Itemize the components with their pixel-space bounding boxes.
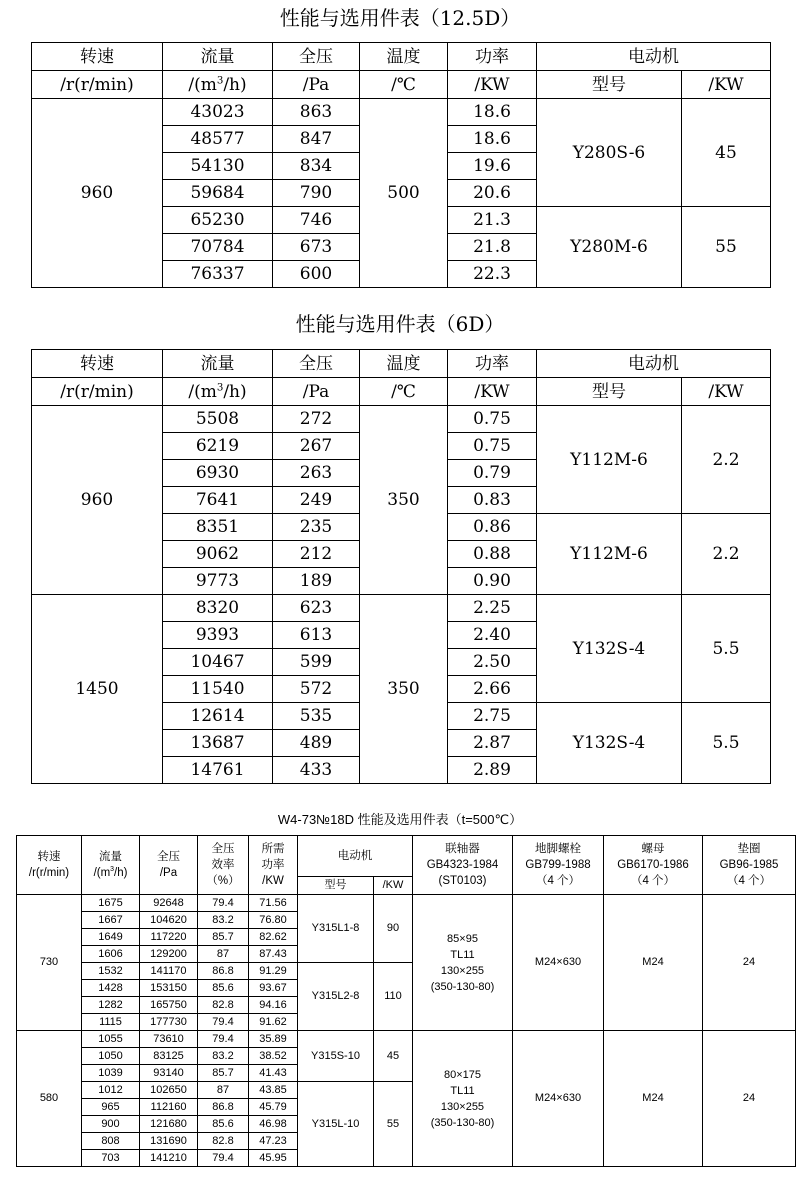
t3-rpm: 1050 xyxy=(82,1048,140,1065)
t3-power: 82.62 xyxy=(249,929,298,946)
t1-speed-header: 转速 xyxy=(32,43,163,71)
t2-power: 2.40 xyxy=(448,622,537,649)
t3-eff: 85.7 xyxy=(198,1065,249,1082)
t2-speed: 1450 xyxy=(32,595,163,784)
t2-motor-header: 电动机 xyxy=(537,350,771,378)
t3-rpm: 1039 xyxy=(82,1065,140,1082)
t3-motor-kw: 90 xyxy=(374,895,413,963)
t3-washer: 24 xyxy=(703,895,796,1031)
t3-rpm: 1606 xyxy=(82,946,140,963)
t2-pressure: 212 xyxy=(273,541,360,568)
t3-flow: 177730 xyxy=(140,1014,198,1031)
t2-power-unit: /KW xyxy=(448,378,537,406)
t1-flow: 48577 xyxy=(163,126,273,153)
t1-flow: 70784 xyxy=(163,234,273,261)
t1-model-header: 型号 xyxy=(537,71,682,99)
t3-motor-kw: 45 xyxy=(374,1031,413,1082)
t3-flow: 129200 xyxy=(140,946,198,963)
t2-motor-kw: 2.2 xyxy=(682,406,771,514)
t3-flow: 104620 xyxy=(140,912,198,929)
t3-motor-kw: 55 xyxy=(374,1082,413,1167)
t3-eff: 83.2 xyxy=(198,1048,249,1065)
t2-pressure: 613 xyxy=(273,622,360,649)
t3-eff: 87 xyxy=(198,1082,249,1099)
t2-temp-unit: /℃ xyxy=(360,378,448,406)
t3-rpm: 1282 xyxy=(82,997,140,1014)
t2-power: 0.90 xyxy=(448,568,537,595)
t2-motor-model: Y132S-4 xyxy=(537,595,682,703)
t1-motor-kw: 55 xyxy=(682,207,771,288)
t2-motor-model: Y112M-6 xyxy=(537,406,682,514)
t3-power: 45.95 xyxy=(249,1150,298,1167)
t3-pressure-header: 全压 /Pa xyxy=(140,836,198,895)
t1-power: 20.6 xyxy=(448,180,537,207)
table3-title: W4-73№18D 性能及选用件表（t=500℃） xyxy=(277,812,523,827)
t1-pressure: 600 xyxy=(273,261,360,288)
t2-power: 2.75 xyxy=(448,703,537,730)
t3-motor-model: Y315L1-8 xyxy=(298,895,374,963)
t3-washer: 24 xyxy=(703,1031,796,1167)
t2-pressure: 272 xyxy=(273,406,360,433)
t2-flow: 6930 xyxy=(163,460,273,487)
t2-power: 2.66 xyxy=(448,676,537,703)
t1-flow: 65230 xyxy=(163,207,273,234)
table2-title: 性能与选用件表（6D） xyxy=(295,312,505,336)
t1-pressure: 847 xyxy=(273,126,360,153)
t1-flow: 59684 xyxy=(163,180,273,207)
t2-flow: 8320 xyxy=(163,595,273,622)
t3-rpm: 1675 xyxy=(82,895,140,912)
t2-flow: 9773 xyxy=(163,568,273,595)
t2-flow: 5508 xyxy=(163,406,273,433)
t3-washer-header: 垫圈 GB96-1985 （4 个） xyxy=(703,836,796,895)
table-row xyxy=(32,99,771,126)
t3-rpm: 1649 xyxy=(82,929,140,946)
t1-motor-kw-header: /KW xyxy=(682,71,771,99)
t2-speed-header: 转速 xyxy=(32,350,163,378)
t2-power: 0.75 xyxy=(448,406,537,433)
t3-power: 47.23 xyxy=(249,1133,298,1150)
t3-eff-header: 全压 效率 （%） xyxy=(198,836,249,895)
t3-motor-model: Y315S-10 xyxy=(298,1031,374,1082)
t3-motor-header: 电动机 xyxy=(298,836,413,877)
t3-power: 76.80 xyxy=(249,912,298,929)
t2-pressure: 599 xyxy=(273,649,360,676)
t2-flow: 9062 xyxy=(163,541,273,568)
t3-model-header: 型号 xyxy=(298,877,374,895)
table-row xyxy=(32,406,771,433)
t1-pressure-unit: /Pa xyxy=(273,71,360,99)
t3-power: 46.98 xyxy=(249,1116,298,1133)
t2-pressure-header: 全压 xyxy=(273,350,360,378)
t3-eff: 85.6 xyxy=(198,1116,249,1133)
t3-coupling: 85×95 TL11 130×255 (350-130-80) xyxy=(413,895,513,1031)
t1-flow: 43023 xyxy=(163,99,273,126)
t3-flow: 141210 xyxy=(140,1150,198,1167)
t1-power: 22.3 xyxy=(448,261,537,288)
t3-motor-kw-header: /KW xyxy=(374,877,413,895)
t1-power-header: 功率 xyxy=(448,43,537,71)
t2-flow-unit: $/(m^3/h)$ xyxy=(163,378,273,406)
t3-power: 45.79 xyxy=(249,1099,298,1116)
t2-motor-model: Y112M-6 xyxy=(537,514,682,595)
t2-motor-kw: 2.2 xyxy=(682,514,771,595)
t2-motor-kw: 5.5 xyxy=(682,703,771,784)
t1-speed-unit: /r(r/min) xyxy=(32,71,163,99)
t3-flow: 141170 xyxy=(140,963,198,980)
t3-rpm: 1428 xyxy=(82,980,140,997)
t1-pressure: 746 xyxy=(273,207,360,234)
t1-motor-model: Y280S-6 xyxy=(537,99,682,207)
t3-power: 91.29 xyxy=(249,963,298,980)
t3-eff: 79.4 xyxy=(198,1150,249,1167)
t2-pressure: 572 xyxy=(273,676,360,703)
t3-flow: 131690 xyxy=(140,1133,198,1150)
t1-pressure-header: 全压 xyxy=(273,43,360,71)
t1-temp-header: 温度 xyxy=(360,43,448,71)
t3-flow: 102650 xyxy=(140,1082,198,1099)
t3-flow: 92648 xyxy=(140,895,198,912)
t1-temp-unit: /℃ xyxy=(360,71,448,99)
t2-flow: 14761 xyxy=(163,757,273,784)
t3-eff: 82.8 xyxy=(198,1133,249,1150)
t3-rpm: 1012 xyxy=(82,1082,140,1099)
t2-power: 2.50 xyxy=(448,649,537,676)
t1-power: 21.8 xyxy=(448,234,537,261)
t2-pressure-unit: /Pa xyxy=(273,378,360,406)
t3-rpm: 1055 xyxy=(82,1031,140,1048)
t1-motor-kw: 45 xyxy=(682,99,771,207)
t3-eff: 86.8 xyxy=(198,1099,249,1116)
t3-flow: 165750 xyxy=(140,997,198,1014)
t3-motor-model: Y315L2-8 xyxy=(298,963,374,1031)
t3-eff: 79.4 xyxy=(198,1031,249,1048)
t1-pressure: 834 xyxy=(273,153,360,180)
t2-flow-header: 流量 xyxy=(163,350,273,378)
t2-flow: 13687 xyxy=(163,730,273,757)
t3-flow-header: 流量 $/(m^3/h)$ xyxy=(82,836,140,895)
t3-power: 91.62 xyxy=(249,1014,298,1031)
t1-power: 18.6 xyxy=(448,126,537,153)
t3-nut: M24 xyxy=(604,1031,703,1167)
t2-model-header: 型号 xyxy=(537,378,682,406)
t2-power: 0.75 xyxy=(448,433,537,460)
t3-power: 93.67 xyxy=(249,980,298,997)
t2-flow: 8351 xyxy=(163,514,273,541)
t3-flow: 112160 xyxy=(140,1099,198,1116)
t3-rpm: 1532 xyxy=(82,963,140,980)
t2-pressure: 489 xyxy=(273,730,360,757)
t2-power: 2.25 xyxy=(448,595,537,622)
t3-power: 87.43 xyxy=(249,946,298,963)
t1-power: 21.3 xyxy=(448,207,537,234)
t2-power: 2.89 xyxy=(448,757,537,784)
t3-coupling-header: 联轴器 GB4323-1984 (ST0103) xyxy=(413,836,513,895)
t2-flow: 10467 xyxy=(163,649,273,676)
t2-speed: 960 xyxy=(32,406,163,595)
t3-motor-model: Y315L-10 xyxy=(298,1082,374,1167)
t1-pressure: 790 xyxy=(273,180,360,207)
t3-power: 43.85 xyxy=(249,1082,298,1099)
t3-power: 41.43 xyxy=(249,1065,298,1082)
t2-pressure: 433 xyxy=(273,757,360,784)
t2-pressure: 623 xyxy=(273,595,360,622)
t3-rpm: 1667 xyxy=(82,912,140,929)
t1-pressure: 673 xyxy=(273,234,360,261)
t3-power-header: 所需 功率 /KW xyxy=(249,836,298,895)
t3-nut-header: 螺母 GB6170-1986 （4 个） xyxy=(604,836,703,895)
t3-power: 38.52 xyxy=(249,1048,298,1065)
t3-bolt: M24×630 xyxy=(513,895,604,1031)
table-row xyxy=(32,595,771,622)
t1-flow-header: 流量 xyxy=(163,43,273,71)
t3-eff: 83.2 xyxy=(198,912,249,929)
t2-temp-header: 温度 xyxy=(360,350,448,378)
t2-power: 0.88 xyxy=(448,541,537,568)
t2-flow: 9393 xyxy=(163,622,273,649)
t1-motor-header: 电动机 xyxy=(537,43,771,71)
t3-bolt: M24×630 xyxy=(513,1031,604,1167)
t3-rpm: 965 xyxy=(82,1099,140,1116)
t2-power: 0.79 xyxy=(448,460,537,487)
t1-motor-model: Y280M-6 xyxy=(537,207,682,288)
t2-power: 0.86 xyxy=(448,514,537,541)
t2-power: 0.83 xyxy=(448,487,537,514)
t1-flow: 54130 xyxy=(163,153,273,180)
t3-eff: 85.7 xyxy=(198,929,249,946)
t2-speed-unit: /r(r/min) xyxy=(32,378,163,406)
t3-rpm: 900 xyxy=(82,1116,140,1133)
t1-pressure: 863 xyxy=(273,99,360,126)
t3-flow: 117220 xyxy=(140,929,198,946)
table1-title: 性能与选用件表（12.5D） xyxy=(279,6,521,30)
t3-eff: 82.8 xyxy=(198,997,249,1014)
t2-flow: 7641 xyxy=(163,487,273,514)
t3-bolt-header: 地脚螺栓 GB799-1988 （4 个） xyxy=(513,836,604,895)
t2-power-header: 功率 xyxy=(448,350,537,378)
t3-power: 94.16 xyxy=(249,997,298,1014)
t3-power: 35.89 xyxy=(249,1031,298,1048)
t3-flow: 93140 xyxy=(140,1065,198,1082)
t2-flow: 11540 xyxy=(163,676,273,703)
t3-flow: 73610 xyxy=(140,1031,198,1048)
t2-power: 2.87 xyxy=(448,730,537,757)
t3-speed: 580 xyxy=(17,1031,82,1167)
t3-speed: 730 xyxy=(17,895,82,1031)
t3-nut: M24 xyxy=(604,895,703,1031)
t2-motor-kw: 5.5 xyxy=(682,595,771,703)
t2-flow: 12614 xyxy=(163,703,273,730)
t2-temp: 350 xyxy=(360,406,448,595)
t1-speed: 960 xyxy=(32,99,163,288)
t1-power: 18.6 xyxy=(448,99,537,126)
t3-flow: 83125 xyxy=(140,1048,198,1065)
table1 xyxy=(31,42,771,288)
t3-rpm: 1115 xyxy=(82,1014,140,1031)
t3-eff: 86.8 xyxy=(198,963,249,980)
t2-motor-kw-header: /KW xyxy=(682,378,771,406)
t3-rpm: 703 xyxy=(82,1150,140,1167)
table-row xyxy=(17,895,796,912)
table-row xyxy=(17,1031,796,1048)
t3-power: 71.56 xyxy=(249,895,298,912)
t3-eff: 79.4 xyxy=(198,895,249,912)
t2-pressure: 263 xyxy=(273,460,360,487)
t2-motor-model: Y132S-4 xyxy=(537,703,682,784)
t2-pressure: 267 xyxy=(273,433,360,460)
t1-temp: 500 xyxy=(360,99,448,288)
t3-flow: 121680 xyxy=(140,1116,198,1133)
t3-flow: 153150 xyxy=(140,980,198,997)
t2-pressure: 535 xyxy=(273,703,360,730)
t1-power-unit: /KW xyxy=(448,71,537,99)
t2-pressure: 189 xyxy=(273,568,360,595)
t3-eff: 79.4 xyxy=(198,1014,249,1031)
t3-eff: 85.6 xyxy=(198,980,249,997)
table2 xyxy=(31,349,771,784)
t1-flow: 76337 xyxy=(163,261,273,288)
t1-power: 19.6 xyxy=(448,153,537,180)
t3-eff: 87 xyxy=(198,946,249,963)
t2-flow: 6219 xyxy=(163,433,273,460)
t2-pressure: 249 xyxy=(273,487,360,514)
t2-temp: 350 xyxy=(360,595,448,784)
table3 xyxy=(16,835,796,1167)
t3-speed-header: 转速 /r(r/min) xyxy=(17,836,82,895)
t3-coupling: 80×175 TL11 130×255 (350-130-80) xyxy=(413,1031,513,1167)
t2-pressure: 235 xyxy=(273,514,360,541)
t1-flow-unit: $/(m^3/h)$ xyxy=(163,71,273,99)
t3-rpm: 808 xyxy=(82,1133,140,1150)
t3-motor-kw: 110 xyxy=(374,963,413,1031)
